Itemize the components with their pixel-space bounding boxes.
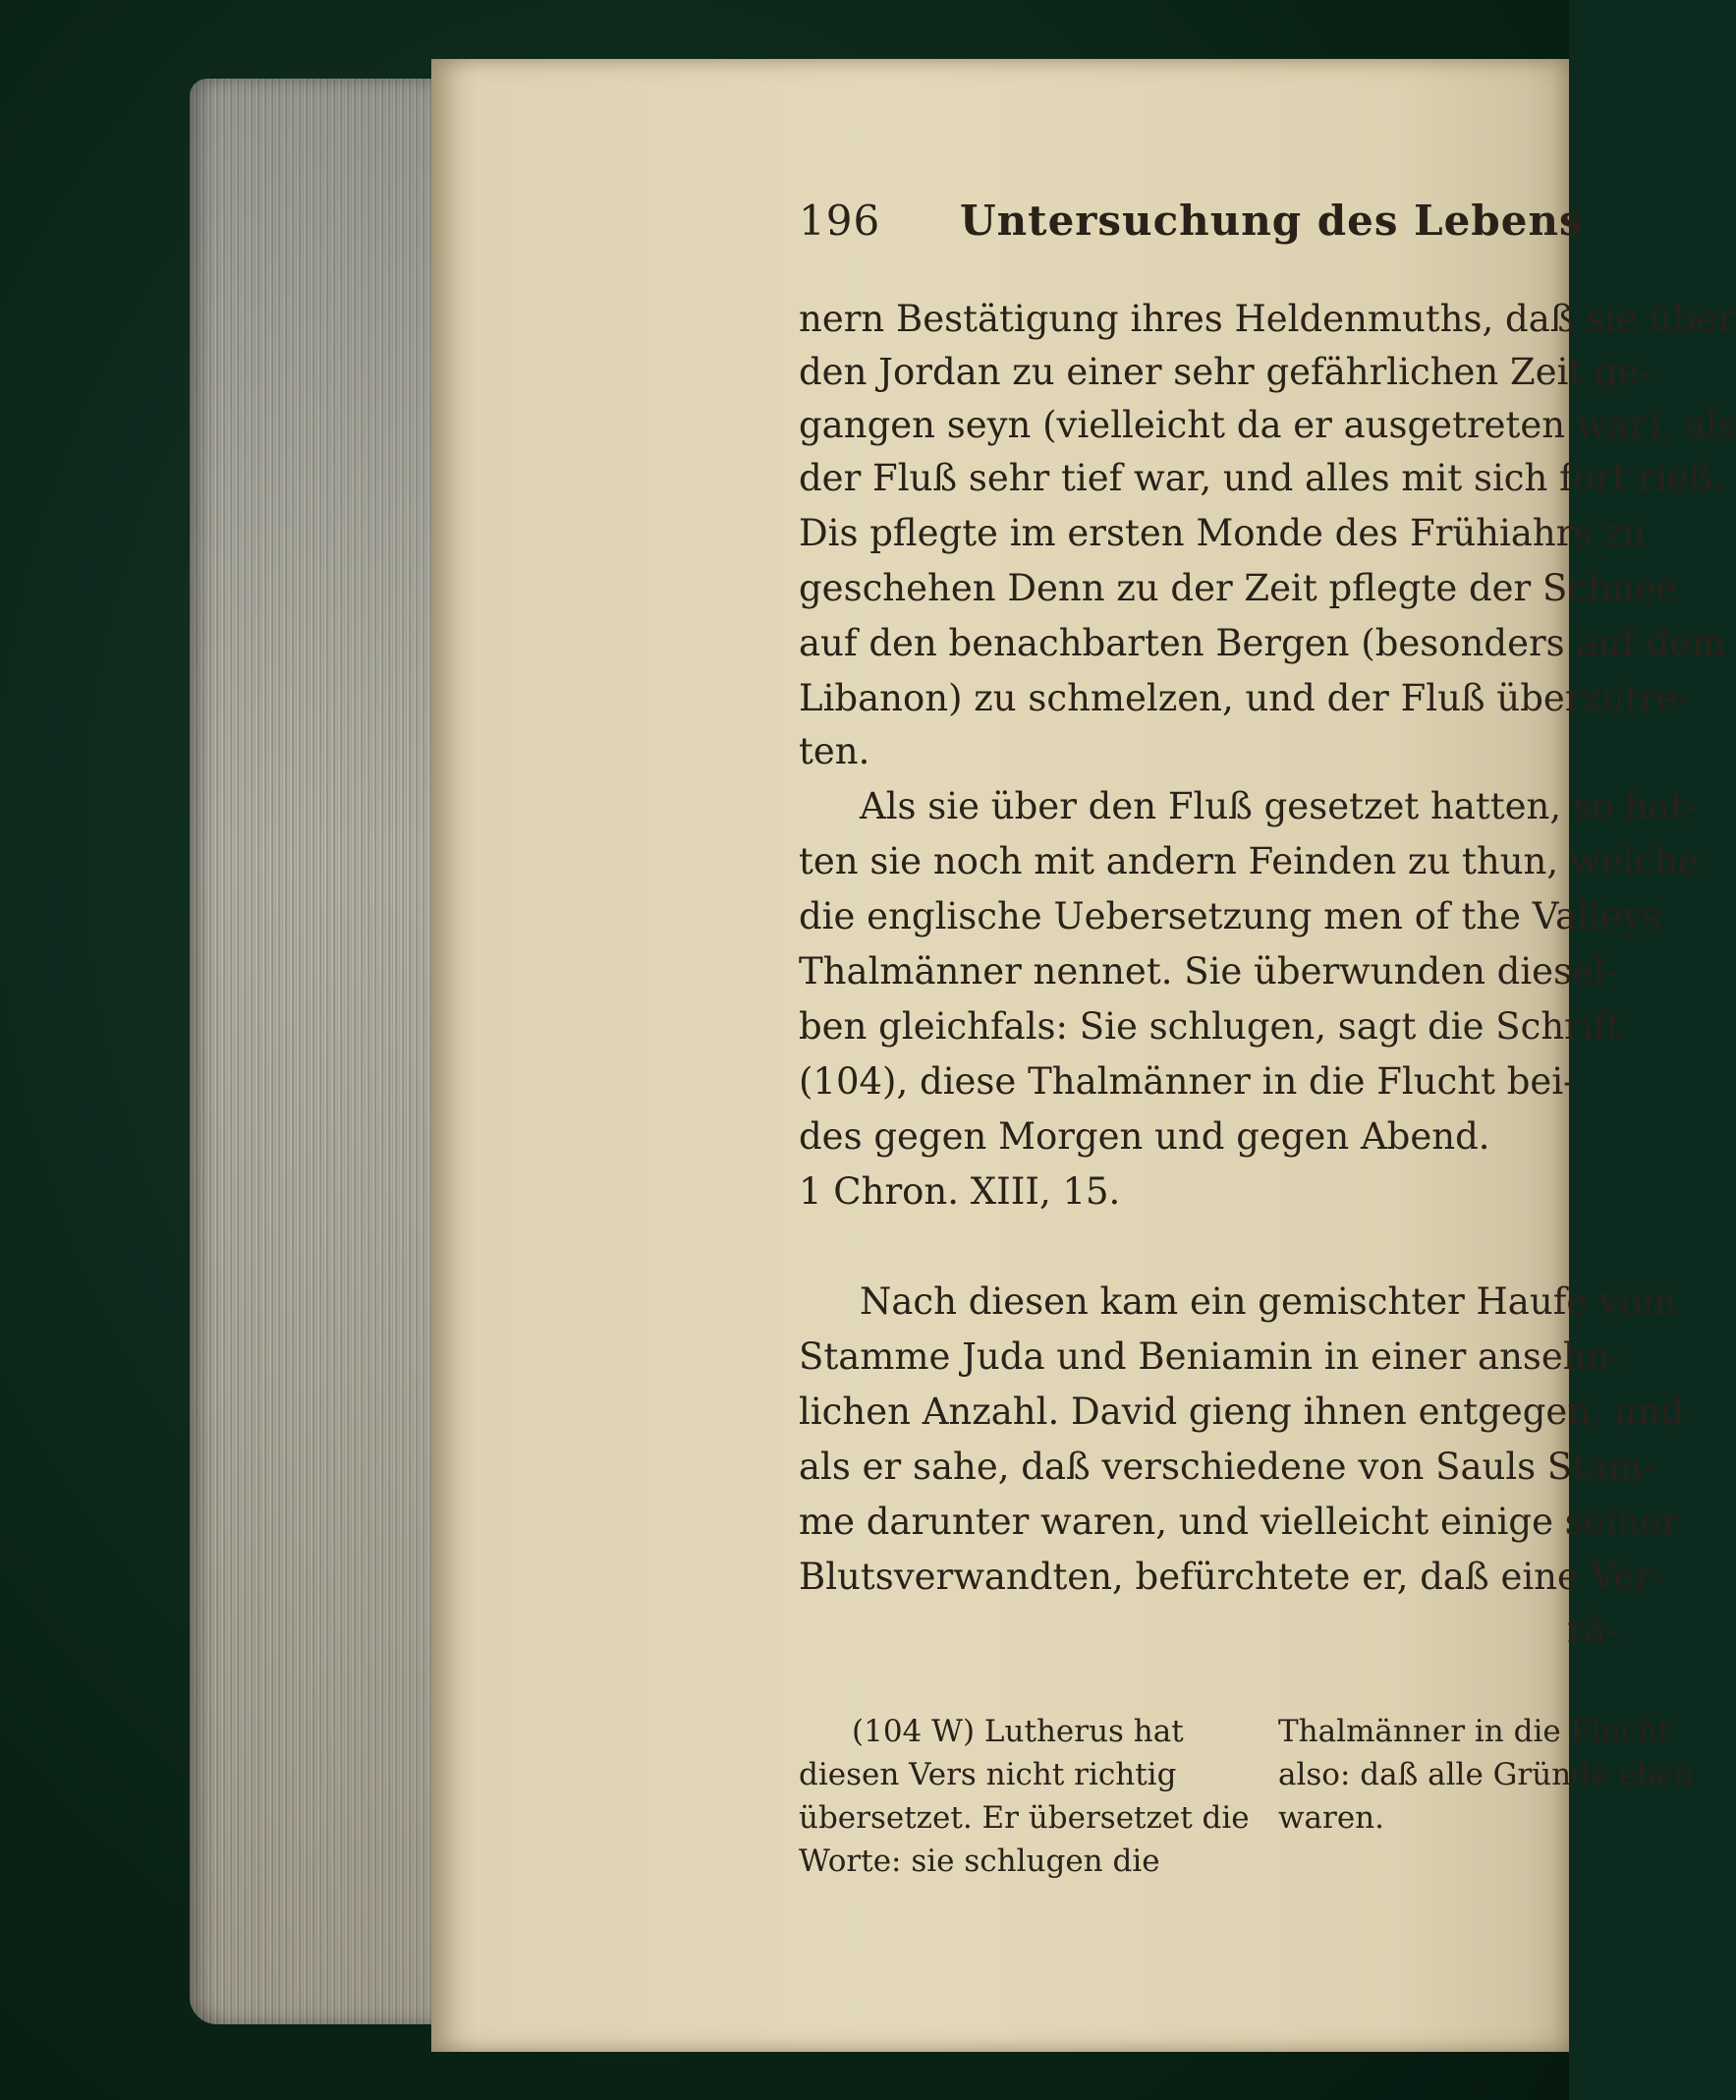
footnote-line: Thalmänner in die Flucht: [1278, 1714, 1670, 1749]
footnote-line: (104 W) Lutherus hat: [852, 1714, 1184, 1749]
catchword: rä-: [1567, 1609, 1619, 1651]
footnote-line: übersetzet. Er übersetzet die: [799, 1800, 1250, 1836]
footnote-line: also: daß alle Gründe eben: [1278, 1757, 1694, 1792]
footnote-line: diesen Vers nicht richtig: [799, 1757, 1177, 1792]
body-line: der Fluß sehr tief war, und alles mit sich fort rieß.: [799, 457, 1725, 499]
body-line: ten.: [799, 730, 870, 772]
body-line: (104), diese Thalmänner in die Flucht bei-: [799, 1060, 1576, 1103]
body-line: auf den benachbarten Bergen (besonders auf dem: [799, 622, 1726, 664]
body-line: die englische Uebersetzung men of the Valleys: [799, 895, 1661, 937]
page-block-edge: [190, 79, 440, 2024]
body-line: Stamme Juda und Beniamin in einer ansehn-: [799, 1335, 1622, 1378]
body-line: den Jordan zu einer sehr gefährlichen Zeit ge-: [799, 351, 1652, 393]
body-line: ten sie noch mit andern Feinden zu thun, welche: [799, 840, 1700, 882]
body-line: nern Bestätigung ihres Heldenmuths, daß sie über: [799, 298, 1735, 340]
body-line: ben gleichfals: Sie schlugen, sagt die Schrift: [799, 1005, 1622, 1048]
page-header: [799, 197, 1624, 255]
text-block: [799, 59, 1736, 2052]
body-line: Libanon) zu schmelzen, und der Fluß überzutre-: [799, 677, 1691, 719]
body-line: lichen Anzahl. David gieng ihnen entgegen, und: [799, 1391, 1685, 1433]
body-line: Thalmänner nennet. Sie überwunden diesel-: [799, 950, 1618, 993]
footnote-line: Worte: sie schlugen die: [799, 1844, 1160, 1879]
body-line: als er sahe, daß verschiedene von Sauls Stam-: [799, 1446, 1655, 1488]
open-book: [190, 47, 1736, 2052]
body-line: Dis pflegte im ersten Monde des Frühiahrs zu: [799, 512, 1647, 554]
book-page: [431, 59, 1736, 2052]
paragraph-first-line: Als sie über den Fluß gesetzet hatten, so hat-: [860, 785, 1698, 827]
paragraph-first-line: Nach diesen kam ein gemischter Haufe vom: [860, 1280, 1677, 1323]
running-title: Untersuchung des Lebens: [960, 197, 1584, 245]
body-line: me darunter waren, und vielleicht einige seiner: [799, 1501, 1679, 1543]
body-line: 1 Chron. XIII, 15.: [799, 1170, 1121, 1213]
body-line: geschehen Denn zu der Zeit pflegte der Schnee: [799, 567, 1678, 609]
body-line: gangen seyn (vielleicht da er ausgetreten war), als: [799, 404, 1736, 446]
body-line: des gegen Morgen und gegen Abend.: [799, 1115, 1490, 1158]
footnote-line: waren.: [1278, 1800, 1385, 1836]
page-number: 196: [799, 197, 881, 245]
body-line: Blutsverwandten, befürchtete er, daß eine Ver-: [799, 1556, 1665, 1598]
